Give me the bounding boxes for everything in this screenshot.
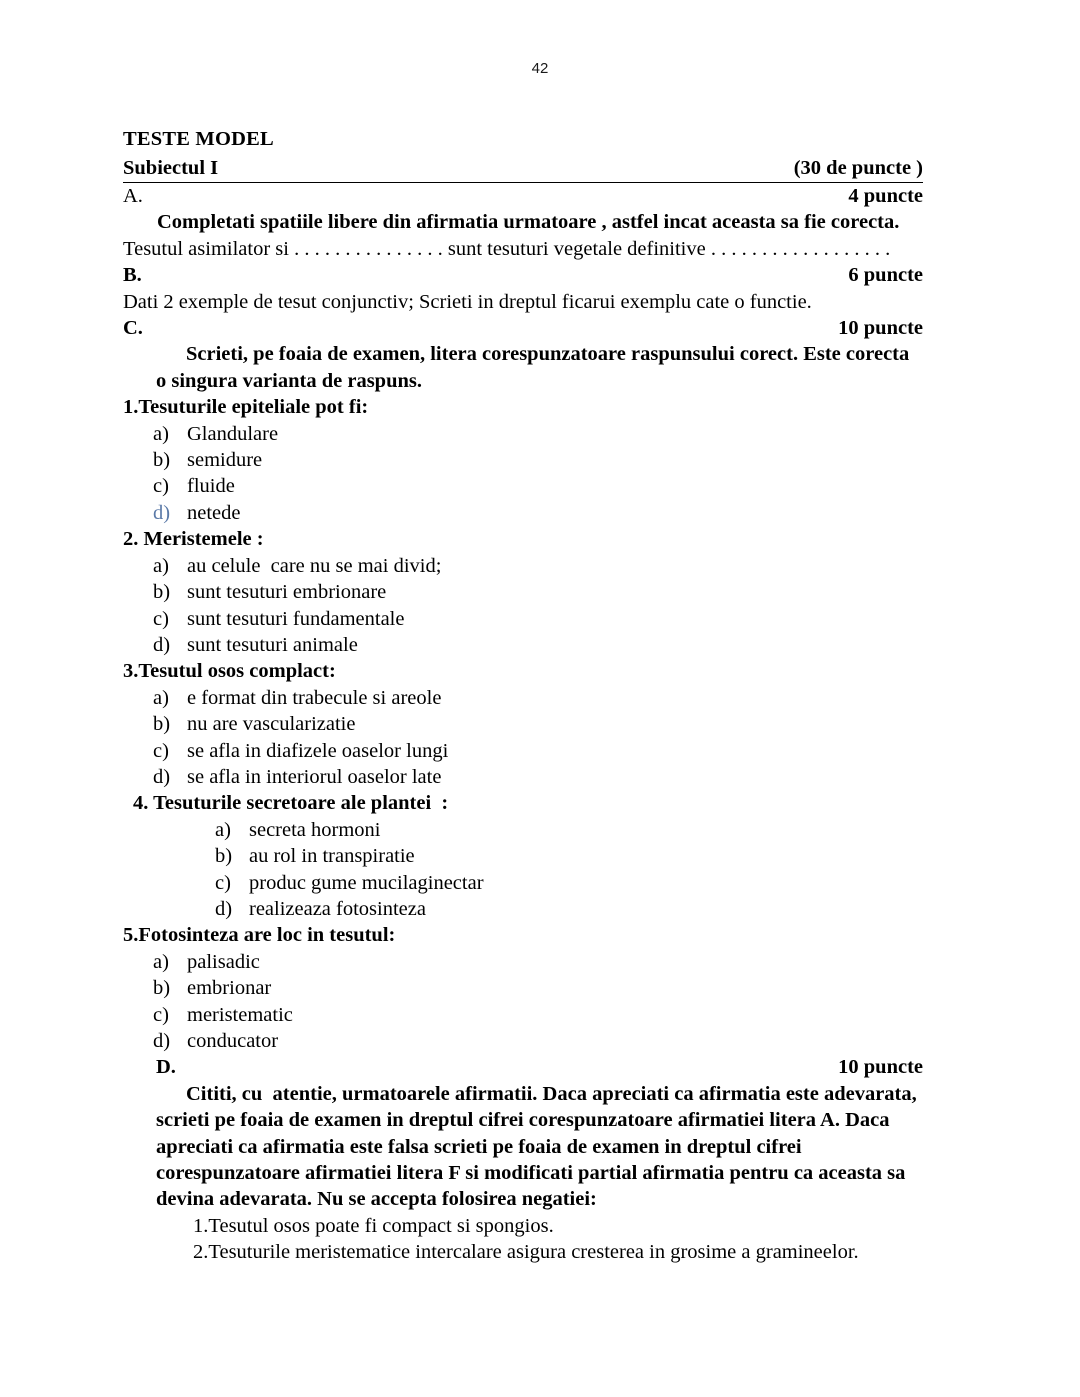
question-block [123, 394, 923, 526]
list-item[interactable] [123, 870, 923, 896]
section-a-points: 4 puncte [848, 185, 923, 207]
list-item[interactable] [123, 896, 923, 922]
option-marker: b) [153, 449, 171, 472]
option-marker: b) [153, 977, 171, 1000]
section-d-letter: D. [156, 1056, 176, 1079]
option-label: fluide [187, 475, 235, 498]
question-stem: 5.Fotosinteza are loc in tesutul: [123, 924, 396, 947]
question-stem: 1.Tesuturile epiteliale pot fi: [123, 396, 369, 419]
option-marker: c) [153, 1003, 169, 1026]
section-b-instruction: Dati 2 exemple de tesut conjunctiv; Scrieti in dreptul ficarui exemplu cate o functie. [123, 290, 812, 313]
option-label: semidure [187, 449, 263, 472]
option-marker-highlighted: d) [153, 501, 171, 524]
statement-list [123, 1213, 923, 1266]
option-marker: a) [215, 818, 231, 841]
option-label: palisadic [187, 950, 260, 973]
option-label: sunt tesuturi animale [187, 633, 358, 656]
option-label: se afla in interiorul oaselor late [187, 765, 442, 788]
section-d-instruction: Cititi, cu atentie, urmatoarele afirmatii. Daca apreciati ca afirmatia este adevarata, scrieti pe foaia de examen in dreptul cifrei corespunzatoare afirmatiei litera A. Daca apreciati ca afirmatia este falsa scrieti pe foaia de examen in dreptul cifrei corespunzatoare afirmatiei litera F si modificati partial afirmatia pentru ca aceasta sa devina adevarata. Nu se accepta folosirea negatiei: [156, 1082, 922, 1211]
option-label: au rol in transpiratie [249, 845, 415, 868]
option-list [123, 817, 923, 923]
page-number: 42 [531, 60, 549, 77]
subject-heading-row [123, 154, 923, 183]
list-item[interactable] [123, 711, 923, 737]
section-c-letter: C. [123, 317, 143, 340]
option-label: e format din trabecule si areole [187, 686, 442, 709]
section-a-header [123, 183, 923, 209]
option-marker: c) [153, 607, 169, 630]
question-stem: 2. Meristemele : [123, 528, 264, 551]
list-item[interactable] [123, 843, 923, 869]
list-item[interactable] [123, 579, 923, 605]
question-block [123, 658, 923, 790]
list-item[interactable] [123, 1028, 923, 1054]
list-item[interactable] [123, 685, 923, 711]
section-b-letter: B. [123, 264, 142, 287]
option-marker: a) [153, 422, 169, 445]
question-stem: 4. Tesuturile secretoare ale plantei : [133, 792, 449, 815]
option-marker: c) [215, 871, 231, 894]
list-item: 2.Tesuturile meristematice intercalare asigura cresterea in grosime a gramineelor. [193, 1241, 859, 1264]
option-label: sunt tesuturi fundamentale [187, 607, 405, 630]
list-item[interactable] [123, 606, 923, 632]
question-list [123, 394, 923, 1054]
page-title: TESTE MODEL [123, 128, 274, 150]
section-c-points: 10 puncte [838, 317, 923, 340]
section-a-fill-in-line: Tesutul asimilator si . . . . . . . . . . . . . . . sunt tesuturi vegetale definitive . . . . . . . . . . . . . . . . . . [123, 237, 891, 260]
option-marker: d) [215, 897, 233, 920]
section-a-instruction: Completati spatiile libere din afirmatia urmatoare , astfel incat aceasta sa fie corecta. [157, 211, 900, 234]
option-label: produc gume mucilaginectar [249, 871, 484, 894]
option-marker: d) [153, 765, 171, 788]
list-item[interactable] [123, 975, 923, 1001]
option-list [123, 949, 923, 1055]
option-marker: d) [153, 1030, 171, 1052]
list-item[interactable] [123, 500, 923, 526]
question-block [123, 922, 923, 1054]
question-stem: 3.Tesutul osos complact: [123, 660, 336, 683]
option-label: se afla in diafizele oaselor lungi [187, 739, 449, 762]
option-marker: a) [153, 686, 169, 709]
document-body [123, 126, 923, 1266]
list-item: 1.Tesutul osos poate fi compact si spongios. [193, 1214, 554, 1237]
subject-points: (30 de puncte ) [793, 157, 923, 179]
option-marker: c) [153, 475, 169, 498]
option-label: sunt tesuturi embrionare [187, 581, 387, 604]
list-item[interactable] [123, 553, 923, 579]
option-marker: d) [153, 633, 171, 656]
option-label: netede [187, 501, 241, 524]
section-b-points: 6 puncte [848, 264, 923, 287]
list-item[interactable] [123, 949, 923, 975]
option-label: nu are vascularizatie [187, 713, 356, 736]
question-block [123, 526, 923, 658]
option-marker: b) [215, 845, 233, 868]
question-block [123, 790, 923, 922]
option-marker: b) [153, 713, 171, 736]
option-label: conducator [187, 1030, 279, 1052]
section-a-letter: A. [123, 185, 143, 207]
option-list [123, 421, 923, 527]
list-item[interactable] [123, 1002, 923, 1028]
option-marker: a) [153, 950, 169, 973]
list-item[interactable] [123, 817, 923, 843]
list-item[interactable] [123, 632, 923, 658]
option-label: realizeaza fotosinteza [249, 897, 426, 920]
list-item[interactable] [123, 473, 923, 499]
list-item[interactable] [123, 447, 923, 473]
section-c-header [123, 315, 923, 341]
option-marker: a) [153, 554, 169, 577]
option-list [123, 553, 923, 659]
section-d-points: 10 puncte [838, 1056, 923, 1079]
list-item[interactable] [123, 764, 923, 790]
option-label: embrionar [187, 977, 272, 1000]
option-marker: c) [153, 739, 169, 762]
section-b-header [123, 262, 923, 288]
subject-label: Subiectul I [123, 157, 219, 179]
option-label: au celule care nu se mai divid; [187, 554, 442, 577]
option-label: secreta hormoni [249, 818, 381, 841]
list-item[interactable] [123, 421, 923, 447]
option-label: meristematic [187, 1003, 293, 1026]
option-label: Glandulare [187, 422, 279, 445]
section-c-instruction: Scrieti, pe foaia de examen, litera corespunzatoare raspunsului corect. Este corecta o singura varianta de raspuns. [156, 343, 915, 392]
option-marker: b) [153, 581, 171, 604]
list-item[interactable] [123, 738, 923, 764]
section-d-header [123, 1054, 923, 1080]
option-list [123, 685, 923, 791]
